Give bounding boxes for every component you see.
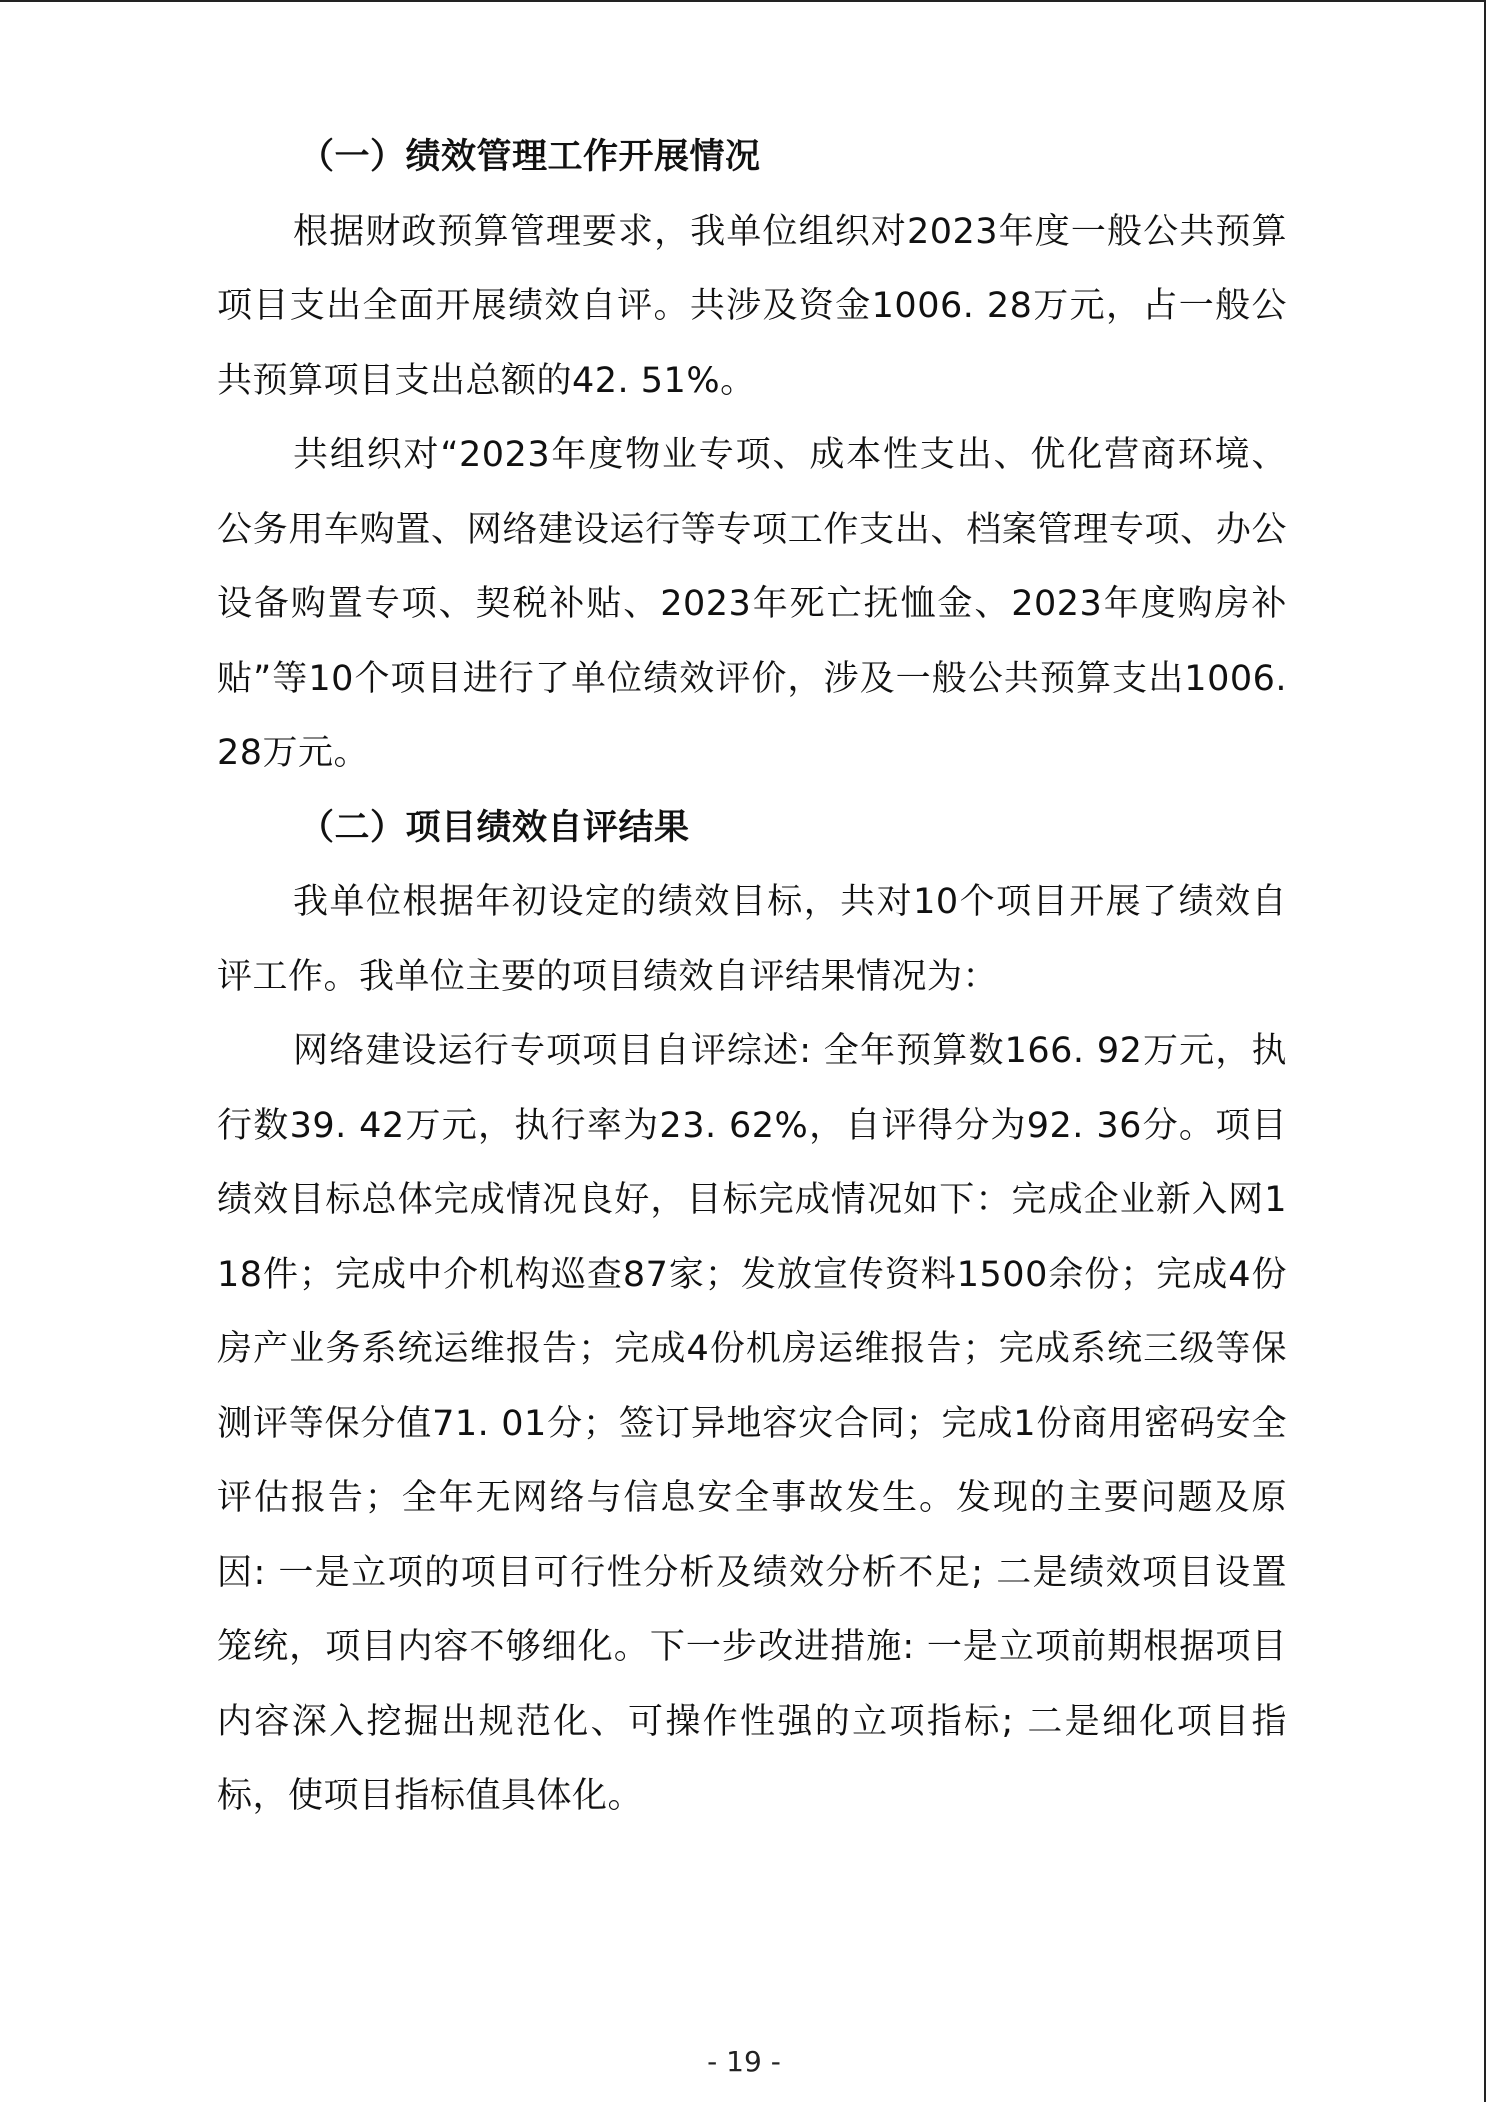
paragraph-evaluation-overview: 我单位根据年初设定的绩效目标，共对10个项目开展了绩效自评工作。我单位主要的项目绩效自评结果情况为： bbox=[217, 882, 1287, 997]
paragraph-project-list: 共组织对“2023年度物业专项、成本性支出、优化营商环境、公务用车购置、网络建设运行等专项工作支出、档案管理专项、办公设备购置专项、契税补贴、2023年死亡抚恤金、2023年度购房补贴”等10个项目进行了单位绩效评价，涉及一般公共预算支出1006. 28万元。 bbox=[217, 435, 1287, 773]
section-heading-self-evaluation-results: （二）项目绩效自评结果 bbox=[299, 807, 690, 848]
section-heading-performance-management: （一）绩效管理工作开展情况 bbox=[299, 137, 761, 177]
paragraph-budget-self-evaluation: 根据财政预算管理要求，我单位组织对2023年度一般公共预算项目支出全面开展绩效自评。共涉及资金1006. 28万元，占一般公共预算项目支出总额的42. 51%。 bbox=[217, 211, 1287, 401]
paragraph-network-project-summary: 网络建设运行专项项目自评综述: 全年预算数166. 92万元，执行数39. 42万元，执行率为23. 62%，自评得分为92. 36分。项目绩效目标总体完成情况良好，目标完成情况如下：完成企业新入网118件；完成中介机构巡查87家；发放宣传资料1500余份；完成4份房产业务系统运维报告；完成4份机房运维报告；完成系统三级等保测评等保分值71. 01分；签订异地容灾合同；完成1份商用密码安全评估报告；全年无网络与信息安全事故发生。发现的主要问题及原因: 一是立项的项目可行性分析及绩效分析不足; 二是绩效项目设置笼统，项目内容不够细化。下一步改进措施: 一是立项前期根据项目内容深入挖掘出规范化、可操作性强的立项指标; 二是细化项目指标，使项目指标值具体化。 bbox=[217, 1031, 1287, 1816]
document-body bbox=[217, 120, 1287, 1834]
page-number: - 19 - bbox=[707, 2045, 781, 2078]
